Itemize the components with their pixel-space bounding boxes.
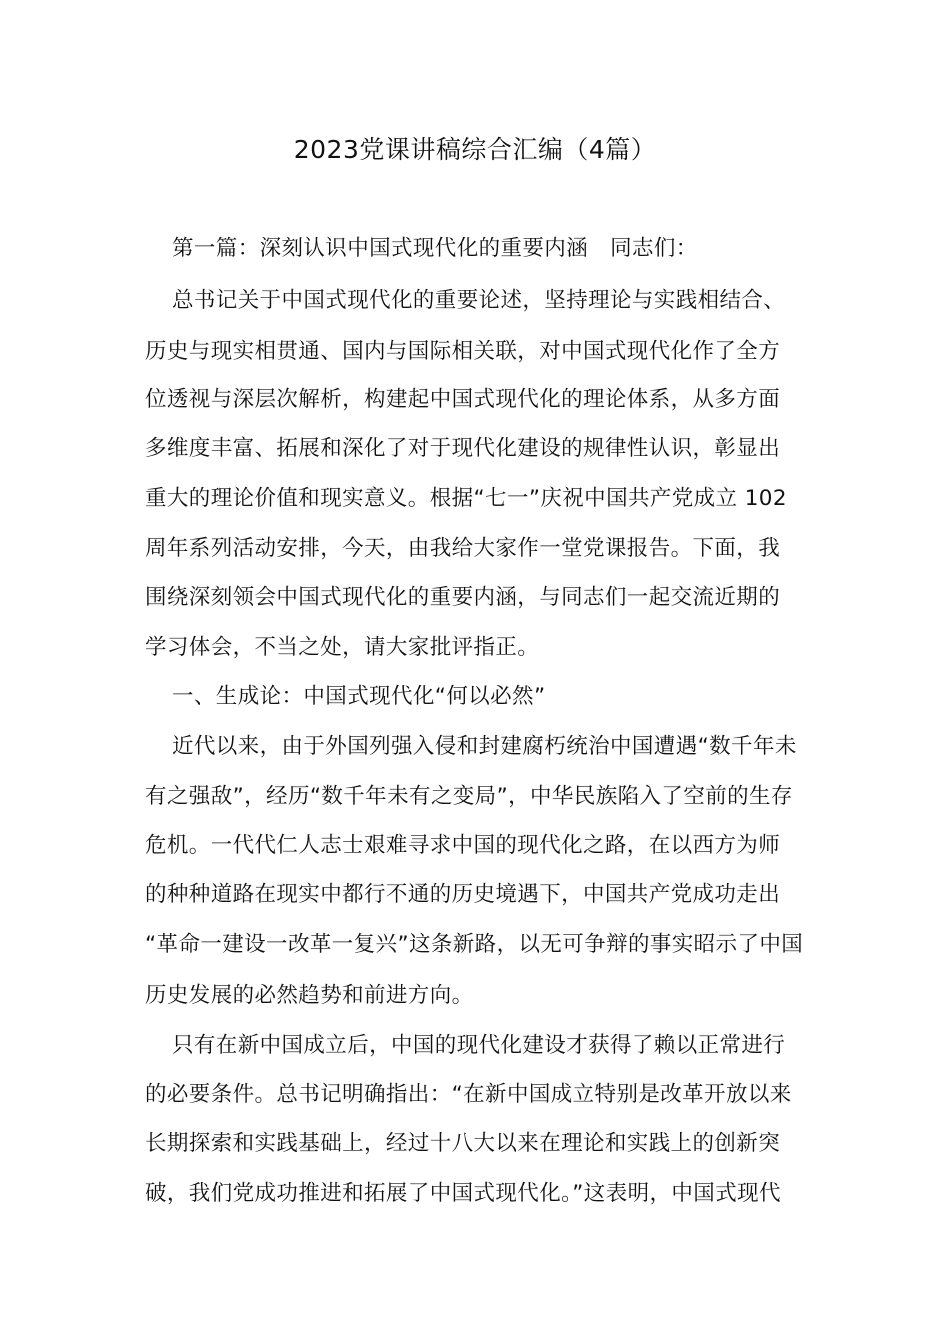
text-line: 有之强敌”，经历“数千年未有之变局”，中华民族陷入了空前的生存 bbox=[145, 784, 793, 809]
text-line: 近代以来，由于外国列强入侵和封建腐朽统治中国遭遇“数千年未 bbox=[172, 734, 797, 759]
text-line: 历史与现实相贯通、国内与国际相关联，对中国式现代化作了全方 bbox=[145, 339, 781, 364]
text-line: 历史发展的必然趋势和前进方向。 bbox=[145, 983, 474, 1008]
text-line: 学习体会，不当之处，请大家批评指正。 bbox=[145, 635, 540, 660]
text-line: 围绕深刻领会中国式现代化的重要内涵，与同志们一起交流近期的 bbox=[145, 585, 781, 610]
text-line: 位透视与深层次解析，构建起中国式现代化的理论体系，从多方面 bbox=[145, 387, 781, 412]
text-line: 重大的理论价值和现实意义。根据“七一”庆祝中国共产党成立 102 bbox=[145, 486, 787, 511]
section-heading: 第一篇：深刻认识中国式现代化的重要内涵 bbox=[172, 236, 589, 261]
text-line: 只有在新中国成立后，中国的现代化建设才获得了赖以正常进行 bbox=[172, 1033, 786, 1058]
text-line: 危机。一代代仁人志士艰难寻求中国的现代化之路，在以西方为师 bbox=[145, 833, 781, 858]
text-line: 总书记关于中国式现代化的重要论述，坚持理论与实践相结合、 bbox=[172, 288, 786, 313]
text-line: 多维度丰富、拓展和深化了对于现代化建设的规律性认识，彰显出 bbox=[145, 436, 781, 461]
text-line: 破，我们党成功推进和拓展了中国式现代化。”这表明，中国式现代 bbox=[145, 1181, 781, 1206]
section-heading-line bbox=[172, 229, 812, 269]
text-line: “革命一建设一改革一复兴”这条新路，以无可争辩的事实昭示了中国 bbox=[145, 932, 804, 957]
text-line: 长期探索和实践基础上，经过十八大以来在理论和实践上的创新突 bbox=[145, 1131, 781, 1156]
salutation: 同志们： bbox=[610, 236, 698, 261]
text-line: 周年系列活动安排，今天，由我给大家作一堂党课报告。下面，我 bbox=[145, 536, 781, 561]
text-line: 的必要条件。总书记明确指出：“在新中国成立特别是改革开放以来 bbox=[145, 1082, 792, 1107]
text-line: 的种种道路在现实中都行不通的历史境遇下，中国共产党成功走出 bbox=[145, 882, 781, 907]
subsection-heading: 一、生成论：中国式现代化“何以必然” bbox=[172, 684, 546, 709]
document-title: 2023党课讲稿综合汇编（4篇） bbox=[293, 135, 657, 164]
